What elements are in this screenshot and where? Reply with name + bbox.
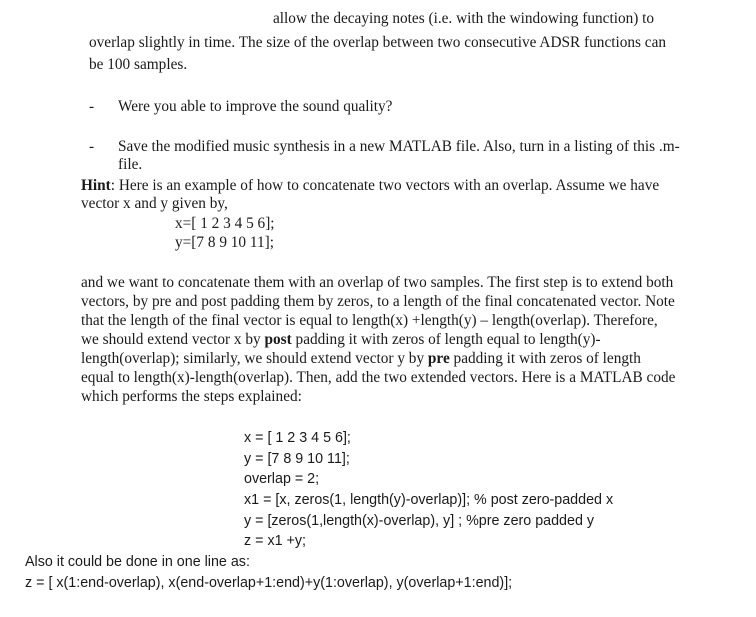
code-line: y = [zeros(1,length(x)-overlap), y] ; %pre zero padded y [244,513,595,529]
para-line-7: which performs the steps explained: [81,388,302,405]
bullet-dash: - [89,98,95,115]
bullet-2-line-2: file. [118,156,143,173]
bullet-1-text: Were you able to improve the sound quality? [118,98,393,115]
code-line: overlap = 2; [244,471,320,487]
code-line: z = x1 +y; [244,533,306,549]
code-line: x1 = [x, zeros(1, length(y)-overlap)]; % post zero-padded x [244,492,614,508]
code-line: x = [ 1 2 3 4 5 6]; [244,430,351,446]
bullet-2-line-1: Save the modified music synthesis in a new MATLAB file. Also, turn in a listing of this .m- [118,138,680,155]
para-line-3: that the length of the final vector is equal to length(x) +length(y) – length(overlap). Therefore, [81,312,658,329]
bullet-dash: - [89,138,95,155]
hint-line-1 [81,176,659,195]
hint-line-1-text: : Here is an example of how to concatenate two vectors with an overlap. Assume we have [110,177,660,194]
para-line-5-c: padding it with zeros of length [449,350,641,367]
intro-line-2: overlap slightly in time. The size of the overlap between two consecutive ADSR functions can [89,34,667,51]
para-line-2: vectors, by pre and post padding them by zeros, to a length of the final concatenated vector. Note [81,293,675,310]
hint-line-2: vector x and y given by, [81,195,228,212]
para-line-5 [81,349,641,368]
oneline-code: z = [ x(1:end-overlap), x(end-overlap+1:end)+y(1:overlap), y(overlap+1:end)]; [25,575,513,591]
para-line-5-a: length(overlap); similarly, we should extend vector y by [81,350,428,367]
para-line-1: and we want to concatenate them with an overlap of two samples. The first step is to extend both [81,274,674,291]
para-line-6: equal to length(x)-length(overlap). Then, add the two extended vectors. Here is a MATLAB code [81,369,676,386]
intro-line-1: allow the decaying notes (i.e. with the windowing function) to [273,10,655,27]
code-line: y = [7 8 9 10 11]; [244,451,350,467]
para-line-4-c: padding it with zeros of length equal to length(y)- [291,331,601,348]
para-line-4-a: we should extend vector x by [81,331,265,348]
para-line-4 [81,330,601,349]
intro-line-3: be 100 samples. [89,56,188,73]
hint-x-definition: x=[ 1 2 3 4 5 6]; [175,215,275,232]
oneline-intro: Also it could be done in one line as: [25,554,250,570]
para-line-4-bold: post [264,331,292,348]
para-line-5-bold: pre [427,350,450,367]
hint-y-definition: y=[7 8 9 10 11]; [175,234,274,251]
hint-label: Hint [81,177,111,194]
